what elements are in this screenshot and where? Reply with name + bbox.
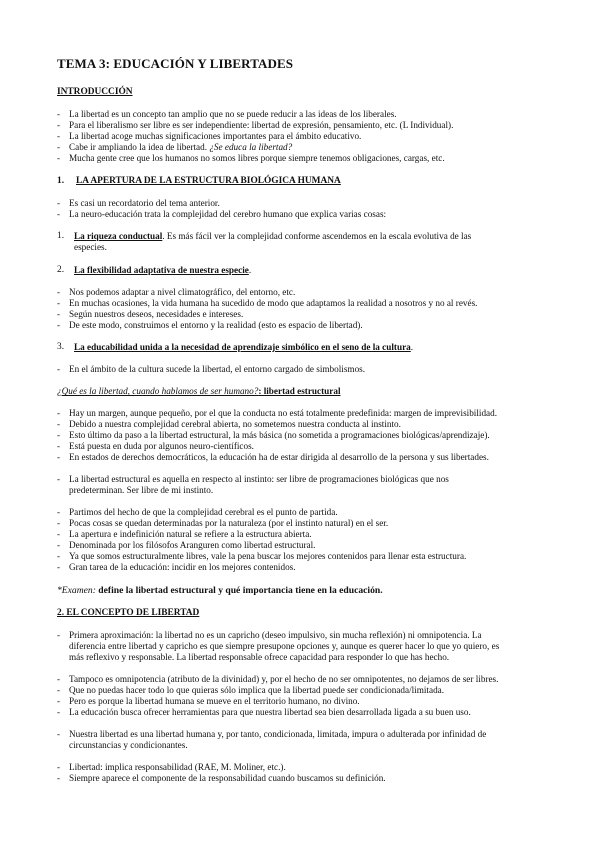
intro-heading: INTRODUCCIÓN <box>57 87 133 97</box>
s1-items4-3: Esto último da paso a la libertad estructural, la más básica (no sometida a programaciones biológicas/aprendizaje). <box>69 430 490 440</box>
s1-items4-4: Está puesta en duda por algunos neuro-científicos. <box>69 441 254 451</box>
intro-item-5: Mucha gente cree que los humanos no somos libres porque siempre tenemos obligaciones, cargas, etc. <box>69 153 445 163</box>
bullet: - <box>57 474 61 484</box>
s1-items6-1: Partimos del hecho de que la complejidad cerebral es el punto de partida. <box>69 507 338 517</box>
bullet: - <box>57 729 61 739</box>
s1-items3-1: En el ámbito de la cultura sucede la libertad, el entorno cargado de simbolismos. <box>69 364 366 374</box>
bullet: - <box>57 562 61 572</box>
sub-2-text: La flexibilidad adaptativa de nuestra especie. <box>74 265 252 275</box>
intro-item-3: La libertad acoge muchas significaciones importantes para el ámbito educativo. <box>69 131 362 141</box>
page-title: TEMA 3: EDUCACIÓN Y LIBERTADES <box>57 56 294 71</box>
bullet: - <box>57 551 61 561</box>
intro-item-2: Para el liberalismo ser libre es ser independiente: libertad de expresión, pensamiento, etc. (L Individual). <box>69 120 454 130</box>
bullet: - <box>57 142 61 152</box>
bullet: - <box>57 298 61 308</box>
s1-items2-3: Según nuestros deseos, necesidades e intereses. <box>69 309 244 319</box>
s2-item-1: Tampoco es omnipotencia (atributo de la divinidad) y, por el hecho de no ser omnipotentes, no dejamos de ser libres. <box>69 674 499 684</box>
s1-items2-4: De este modo, construimos el entorno y la realidad (esto es espacio de libertad). <box>69 320 363 330</box>
s2-items2-1: Libertad: implica responsabilidad (RAE, M. Moliner, etc.). <box>69 762 286 772</box>
s2-p1-line-2: diferencia entre libertad y capricho es que siempre presupone opciones y, aunque es querer hacer lo que yo quiero, es <box>69 641 500 651</box>
s1-items2-2: En muchas ocasiones, la vida humana ha sucedido de modo que adaptamos la realidad a nosotros y no al revés. <box>69 298 478 308</box>
exam-note: *Examen: define la libertad estructural y qué importancia tiene en la educación. <box>57 585 383 596</box>
s1-items6-2: Pocas cosas se quedan determinadas por la naturaleza (por el instinto natural) en el ser. <box>69 518 389 528</box>
section-1-heading: LA APERTURA DE LA ESTRUCTURA BIOLÓGICA HUMANA <box>76 176 341 186</box>
sub-3-text: La educabilidad unida a la necesidad de aprendizaje simbólico en el seno de la cultura. <box>74 342 414 352</box>
sub-1-text-cont: especies. <box>74 242 107 252</box>
s1-items4-1: Hay un margen, aunque pequeño, por el que la conducta no está totalmente predefinida: margen de imprevisibilidad. <box>69 408 498 418</box>
s2-item-3: Pero es porque la libertad humana se mueve en el territorio humano, no divino. <box>69 696 360 706</box>
s1-items5-1: La libertad estructural es aquella en respecto al instinto: ser libre de programaciones biológicas que nos <box>69 474 449 484</box>
s1-item-1: Es casi un recordatorio del tema anterior. <box>69 198 220 208</box>
s1-items4-2: Debido a nuestra complejidad cerebral abierta, no sometemos nuestra conducta al instinto. <box>69 419 401 429</box>
bullet: - <box>57 540 61 550</box>
bullet: - <box>57 320 61 330</box>
bullet: - <box>57 309 61 319</box>
bullet: - <box>57 685 61 695</box>
bullet: - <box>57 518 61 528</box>
sub-3-number: 3. <box>57 342 65 352</box>
section-1-number: 1. <box>57 176 65 186</box>
sub-1-number: 1. <box>57 231 65 241</box>
sub-1-text: La riqueza conductual. Es más fácil ver la complejidad conforme ascendemos en la escala evolutiva de las <box>74 231 472 241</box>
bullet: - <box>57 153 61 163</box>
bullet: - <box>57 630 61 640</box>
bullet: - <box>57 452 61 462</box>
s1-items5-2: predeterminan. Ser libre de mi instinto. <box>69 485 214 495</box>
bullet: - <box>57 430 61 440</box>
intro-item-1: La libertad es un concepto tan amplio que no se puede reducir a las ideas de los liberales. <box>69 109 397 119</box>
bullet: - <box>57 131 61 141</box>
s2-p2-line-1: Nuestra libertad es una libertad humana y, por tanto, condicionada, limitada, impura o adulterada por infinidad de <box>69 729 487 739</box>
s2-items2-2: Siempre aparece el componente de la responsabilidad cuando buscamos su definición. <box>69 773 386 783</box>
s1-item-2: La neuro-educación trata la complejidad del cerebro humano que explica varias cosas: <box>69 209 387 219</box>
bullet: - <box>57 364 61 374</box>
s1-items6-3: La apertura e indefinición natural se refiere a la estructura abierta. <box>69 529 312 539</box>
intro-item-4: Cabe ir ampliando la idea de libertad. ¿Se educa la libertad? <box>69 142 293 152</box>
s2-p1-line-3: más reflexivo y responsable. La libertad responsable ofrece capacidad para responder lo que has hecho. <box>69 652 450 662</box>
bullet: - <box>57 507 61 517</box>
section-2-heading: 2. EL CONCEPTO DE LIBERTAD <box>57 608 200 618</box>
s2-item-2: Que no puedas hacer todo lo que quieras sólo implica que la libertad puede ser condicionada/limitada. <box>69 685 445 695</box>
bullet: - <box>57 696 61 706</box>
s2-p1-line-1: Primera aproximación: la libertad no es un capricho (deseo impulsivo, sin mucha reflexión) ni omnipotencia. La <box>69 630 482 640</box>
bullet: - <box>57 109 61 119</box>
bullet: - <box>57 408 61 418</box>
s1-items6-4: Denominada por los filósofos Aranguren como libertad estructural. <box>69 540 316 550</box>
sub-2-number: 2. <box>57 265 65 275</box>
bullet: - <box>57 529 61 539</box>
bullet: - <box>57 707 61 717</box>
s1-items2-1: Nos podemos adaptar a nivel climatográfico, del entorno, etc. <box>69 287 296 297</box>
bullet: - <box>57 120 61 130</box>
bullet: - <box>57 773 61 783</box>
bullet: - <box>57 198 61 208</box>
bullet: - <box>57 441 61 451</box>
bullet: - <box>57 674 61 684</box>
s2-p2-line-2: circunstancias y condicionantes. <box>69 740 188 750</box>
question-line: ¿Qué es la libertad, cuando hablamos de ser humano?: libertad estructural <box>57 386 341 396</box>
bullet: - <box>57 419 61 429</box>
s1-items4-5: En estados de derechos democráticos, la educación ha de estar dirigida al desarrollo de la persona y sus libertades. <box>69 452 489 462</box>
bullet: - <box>57 762 61 772</box>
s1-items6-5: Ya que somos estructuralmente libres, vale la pena buscar los mejores contenidos para llenar esta estructura. <box>69 551 467 561</box>
bullet: - <box>57 287 61 297</box>
s1-items6-6: Gran tarea de la educación: incidir en los mejores contenidos. <box>69 562 296 572</box>
s2-item-4: La educación busca ofrecer herramientas para que nuestra libertad sea bien desarrollada ligada a su buen uso. <box>69 707 471 717</box>
bullet: - <box>57 209 61 219</box>
